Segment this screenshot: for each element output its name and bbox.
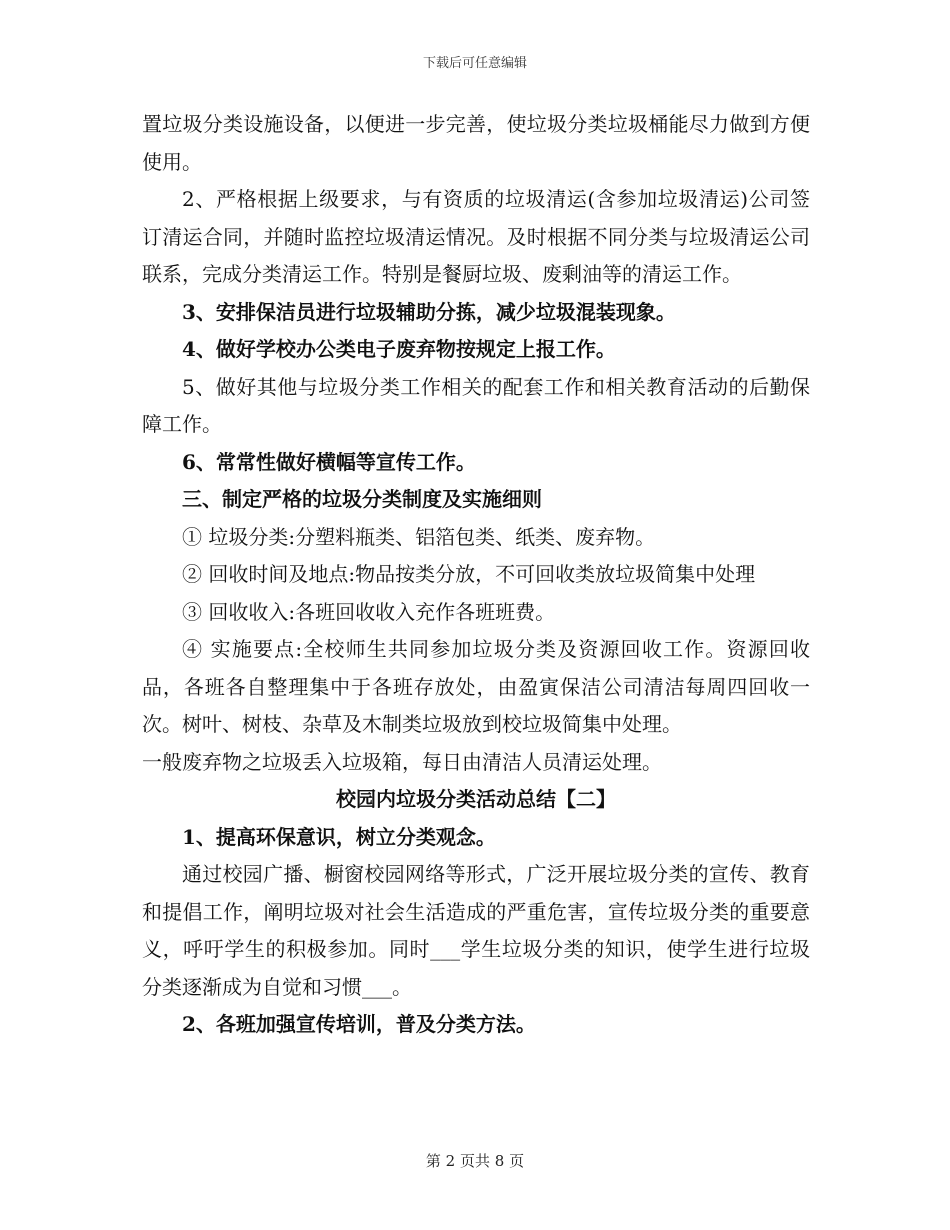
paragraph-continuation: 置垃圾分类设施设备，以便进一步完善，使垃圾分类垃圾桶能尽力做到方便使用。: [142, 112, 810, 174]
rule-item-1: ① 垃圾分类:分塑料瓶类、铝箔包类、纸类、废弃物。: [182, 524, 656, 549]
page-number: 第 2 页共 8 页: [425, 1152, 525, 1170]
paragraph-item-4: 4、做好学校办公类电子废弃物按规定上报工作。: [182, 337, 616, 361]
section-heading-3: 三、制定严格的垃圾分类制度及实施细则: [182, 487, 542, 511]
document-body: [142, 106, 810, 1044]
paragraph-item-2: 2、严格根据上级要求，与有资质的垃圾清运(含参加垃圾清运)公司签订清运合同，并随时监控垃圾清运情况。及时根据不同分类与垃圾清运公司联系，完成分类清运工作。特别是餐厨垃圾、废剩油等的清运工作。: [142, 187, 810, 286]
header-note: 下载后可任意编辑: [422, 56, 527, 71]
subheading-1: 1、提高环保意识，树立分类观念。: [182, 824, 496, 849]
paragraph-general-waste: 一般废弃物之垃圾丢入垃圾箱，每日由清洁人员清运处理。: [142, 749, 662, 774]
paragraph-item-6: 6、常常性做好横幅等宣传工作。: [182, 449, 476, 474]
paragraph-item-5: 5、做好其他与垃圾分类工作相关的配套工作和相关教育活动的后勤保障工作。: [142, 374, 810, 436]
rule-item-4: ④ 实施要点:全校师生共同参加垃圾分类及资源回收工作。资源回收品，各班各自整理集中于各班存放处，由盈寅保洁公司清洁每周四回收一次。树叶、树枝、杂草及木制类垃圾放到校垃圾简集中处理。: [142, 637, 810, 736]
subheading-2: 2、各班加强宣传培训，普及分类方法。: [182, 1012, 536, 1036]
section-title-2: 校园内垃圾分类活动总结【二】: [336, 787, 616, 811]
paragraph-item-3: 3、安排保洁员进行垃圾辅助分拣，减少垃圾混装现象。: [182, 299, 676, 324]
rule-item-3: ③ 回收收入:各班回收收入充作各班班费。: [182, 599, 556, 624]
paragraph-publicity: 通过校园广播、橱窗校园网络等形式，广泛开展垃圾分类的宣传、教育和提倡工作，阐明垃圾对社会生活造成的严重危害，宣传垃圾分类的重要意义，呼吁学生的积极参加。同时___学生垃圾分类的知识，使学生进行垃圾分类逐渐成为自觉和习惯___。: [142, 862, 810, 999]
rule-item-2: ② 回收时间及地点:物品按类分放，不可回收类放垃圾简集中处理: [182, 562, 756, 586]
